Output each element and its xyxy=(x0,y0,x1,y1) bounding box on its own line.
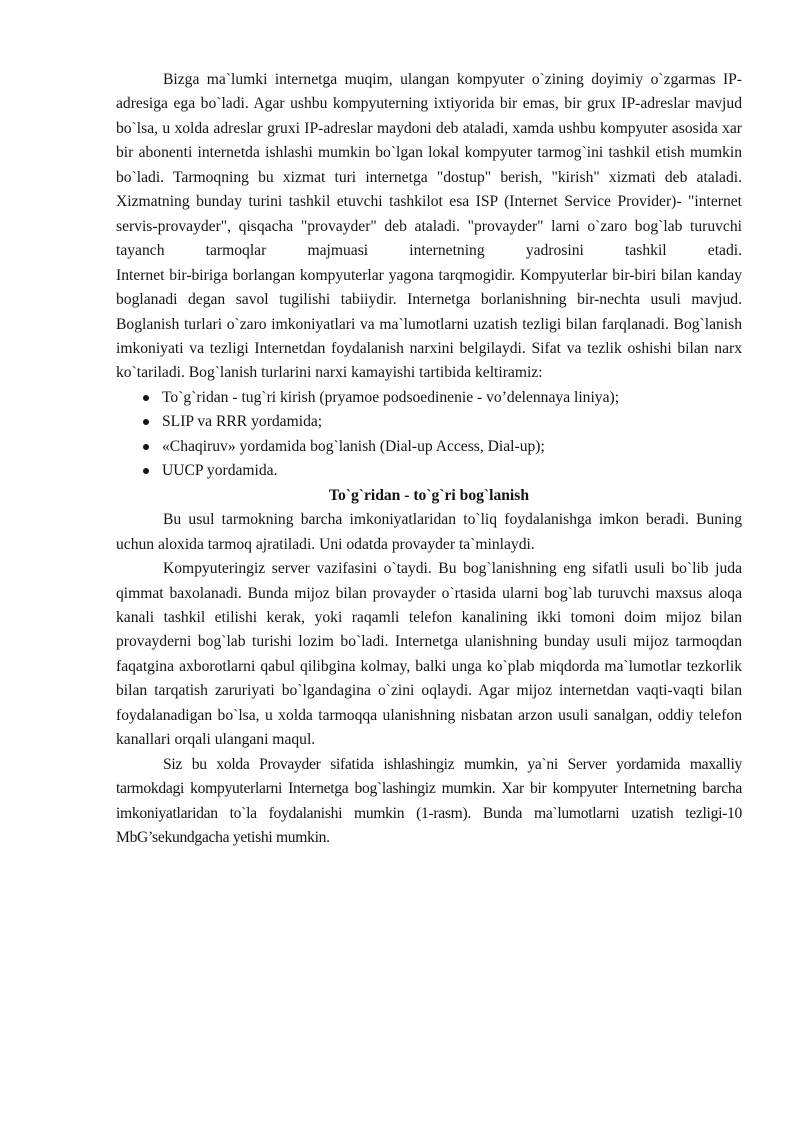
connection-types-list xyxy=(116,386,742,484)
intro-paragraph-2: Internet bir-biriga borlangan kompyuterlar yagona tarqmogidir. Kompyuterlar bir-biri bilan kanday boglanadi degan savol tugilishi tabiiydir. Internetga borlanishning bir-nechta usuli mavjud. Boglanish turlari o`zaro imkoniyatlari va ma`lumotlarni uzatish tezligi bilan farqlanadi. Bog`lanish imkoniyati va tezligi Internetdan foydalanish narxini belgilaydi. Sifat va tezlik oshishi bilan narx ko`tariladi. Bog`lanish turlarini narxi kamayishi tartibida keltiramiz: xyxy=(116,266,742,382)
section-heading: To`g`ridan - to`g`ri bog`lanish xyxy=(329,486,529,504)
list-item: To`g`ridan - tug`ri kirish (pryamoe podsoedinenie - vo’delennaya liniya); xyxy=(143,386,742,410)
document-page xyxy=(116,68,742,851)
list-item: SLIP va RRR yordamida; xyxy=(143,410,742,434)
body-paragraph-3: Siz bu xolda Provayder sifatida ishlashingiz mumkin, ya`ni Server yordamida maxalliy tarmokdagi kompyuterlarni Internetga bog`lashingiz mumkin. Xar bir kompyuter Internetning barcha imkoniyatlaridan to`la foydalanishi mumkin (1-rasm). Bunda ma`lumotlarni uzatish tezligi-10 MbG’sekundgacha yetishi mumkin. xyxy=(116,755,742,847)
body-paragraph-1: Bu usul tarmokning barcha imkoniyatlaridan to`liq foydalanishga imkon beradi. Buning uchun aloxida tarmoq ajratiladi. Uni odatda provayder ta`minlaydi. xyxy=(116,511,742,553)
intro-paragraph-1: Bizga ma`lumki internetga muqim, ulangan kompyuter o`zining doyimiy o`zgarmas IP-adresiga ega bo`ladi. Agar ushbu kompyuterning ixtiyorida bir emas, bir grux IP-adreslar mavjud bo`lsa, u xolda adreslar gruxi IP-adreslar maydoni deb ataladi, xamda ushbu kompyuter asosida xar bir abonenti internetda ishlashi mumkin bo`lgan lokal kompyuter tarmog`ini tashkil etish mumkin bo`ladi. Tarmoqning bu xizmat turi internetga "dostup" berish, "kirish" xizmati deb ataladi. Xizmatning bunday turini tashkil etuvchi tashkilot esa ISP (Internet Service Provider)- "internet servis-provayder", qisqacha "provayder" deb ataladi. "provayder" larni o`zaro bog`lab turuvchi tayanch tarmoqlar majmuasi internetning yadrosini tashkil etadi. xyxy=(116,71,742,260)
list-item: «Chaqiruv» yordamida bog`lanish (Dial-up Access, Dial-up); xyxy=(143,435,742,459)
body-paragraph-2: Kompyuteringiz server vazifasini o`taydi. Bu bog`lanishning eng sifatli usuli bo`lib juda qimmat baxolanadi. Bunda mijoz bilan provayder o`rtasida ularni bog`lab turuvchi maxsus aloqa kanali tashkil etilishi kerak, yoki raqamli telefon kanalining ikki tomoni doim mijoz bilan provayderni bog`lab turishi lozim bo`ladi. Internetga ulanishning bunday usuli mijoz tarmoqdan faqatgina axborotlarni qabul qilibgina kolmay, balki unga ko`plab miqdorda ma`lumotlar tezkorlik bilan tarqatish zaruriyati bo`lgandagina o`zini oqlaydi. Agar mijoz internetdan vaqti-vaqti bilan foydalanadigan bo`lsa, u xolda tarmoqqa ulanishning nisbatan arzon usuli sanalgan, oddiy telefon kanallari orqali ulangani maqul. xyxy=(116,560,742,749)
list-item: UUCP yordamida. xyxy=(143,459,742,483)
